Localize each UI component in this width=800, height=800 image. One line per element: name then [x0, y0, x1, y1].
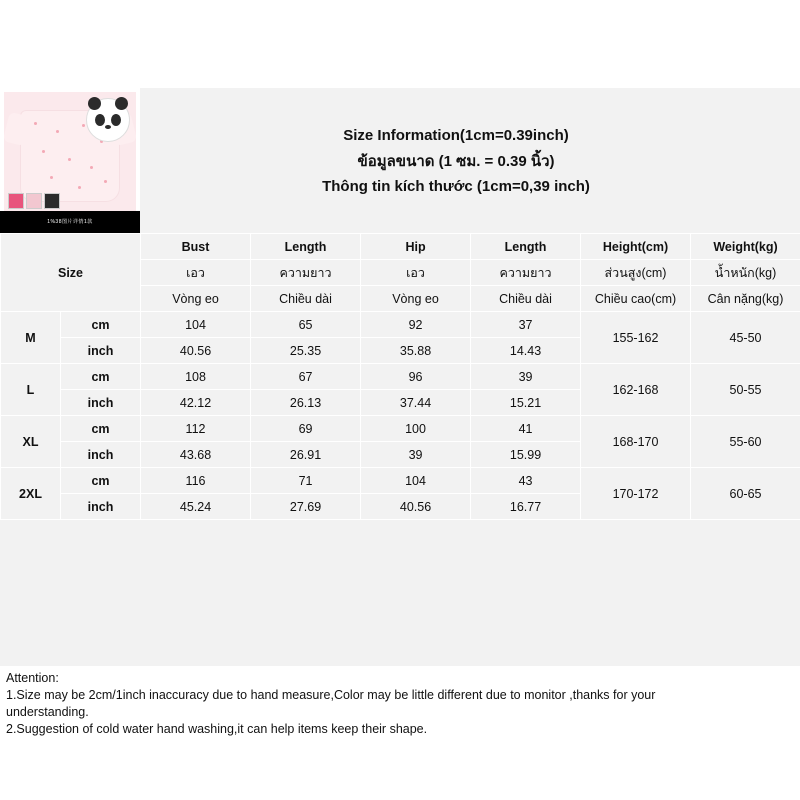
col-header-length1-en: Length — [251, 234, 361, 260]
cell-2xl-cm-bust: 116 — [141, 468, 251, 494]
cell-m-cm-bust: 104 — [141, 312, 251, 338]
cell-l-cm-length2: 39 — [471, 364, 581, 390]
attention-line-1: 1.Size may be 2cm/1inch inaccuracy due to hand measure,Color may be little different due to monitor ,thanks for your — [6, 688, 656, 702]
cell-2xl-inch-length1: 27.69 — [251, 494, 361, 520]
row-unit-cm-2xl: cm — [61, 468, 141, 494]
cell-m-inch-length2: 14.43 — [471, 338, 581, 364]
row-unit-inch-xl: inch — [61, 442, 141, 468]
cell-xl-weight: 55-60 — [691, 416, 800, 468]
cell-2xl-weight: 60-65 — [691, 468, 800, 520]
product-photo — [0, 88, 140, 233]
cell-xl-cm-hip: 100 — [361, 416, 471, 442]
color-swatches — [8, 193, 60, 209]
row-size-label-2xl: 2XL — [1, 468, 61, 520]
cell-m-cm-hip: 92 — [361, 312, 471, 338]
cell-2xl-height: 170-172 — [581, 468, 691, 520]
size-info-title-vi: Thông tin kích thước (1cm=0,39 inch) — [322, 177, 590, 195]
cell-xl-cm-length1: 69 — [251, 416, 361, 442]
title-block — [140, 88, 800, 233]
table-row — [1, 468, 800, 494]
cell-m-height: 155-162 — [581, 312, 691, 364]
row-size-label-l: L — [1, 364, 61, 416]
row-unit-cm-xl: cm — [61, 416, 141, 442]
attention-note — [0, 666, 800, 738]
cell-xl-cm-bust: 112 — [141, 416, 251, 442]
col-header-height-en: Height(cm) — [581, 234, 691, 260]
cell-l-inch-hip: 37.44 — [361, 390, 471, 416]
col-header-weight-th: น้ำหนัก(kg) — [691, 260, 800, 286]
table-row — [1, 364, 800, 390]
row-unit-inch-l: inch — [61, 390, 141, 416]
table-row — [1, 416, 800, 442]
cell-xl-height: 168-170 — [581, 416, 691, 468]
col-header-hip-th: เอว — [361, 260, 471, 286]
col-header-height-th: ส่วนสูง(cm) — [581, 260, 691, 286]
cell-2xl-cm-length1: 71 — [251, 468, 361, 494]
attention-line-2: 2.Suggestion of cold water hand washing,it can help items keep their shape. — [6, 722, 428, 736]
cell-l-inch-bust: 42.12 — [141, 390, 251, 416]
size-info-title-en: Size Information(1cm=0.39inch) — [343, 126, 569, 144]
cell-l-inch-length2: 15.21 — [471, 390, 581, 416]
col-header-length1-vi: Chiều dài — [251, 286, 361, 312]
col-header-bust-vi: Vòng eo — [141, 286, 251, 312]
row-unit-cm-l: cm — [61, 364, 141, 390]
panda-face-icon — [86, 98, 130, 142]
product-photo-image — [4, 92, 136, 211]
table-header-row-en — [1, 234, 800, 260]
row-unit-inch-2xl: inch — [61, 494, 141, 520]
size-info-title-th: ข้อมูลขนาด (1 ซม. = 0.39 นิ้ว) — [357, 152, 555, 170]
cell-m-cm-length2: 37 — [471, 312, 581, 338]
cell-2xl-cm-hip: 104 — [361, 468, 471, 494]
cell-m-inch-length1: 25.35 — [251, 338, 361, 364]
col-header-weight-vi: Cân nặng(kg) — [691, 286, 800, 312]
cell-xl-inch-length2: 15.99 — [471, 442, 581, 468]
col-header-hip-vi: Vòng eo — [361, 286, 471, 312]
cell-xl-cm-length2: 41 — [471, 416, 581, 442]
cell-2xl-inch-hip: 40.56 — [361, 494, 471, 520]
row-unit-inch-m: inch — [61, 338, 141, 364]
size-corner-label: Size — [1, 234, 141, 312]
cell-l-cm-bust: 108 — [141, 364, 251, 390]
cell-m-inch-hip: 35.88 — [361, 338, 471, 364]
cell-m-cm-length1: 65 — [251, 312, 361, 338]
row-size-label-m: M — [1, 312, 61, 364]
cell-2xl-inch-bust: 45.24 — [141, 494, 251, 520]
chart-header — [0, 88, 800, 233]
cell-xl-inch-length1: 26.91 — [251, 442, 361, 468]
cell-l-cm-length1: 67 — [251, 364, 361, 390]
col-header-length2-en: Length — [471, 234, 581, 260]
photo-caption: 1%38图片详情1款 — [0, 211, 140, 233]
cell-l-weight: 50-55 — [691, 364, 800, 416]
col-header-height-vi: Chiều cao(cm) — [581, 286, 691, 312]
col-header-length1-th: ความยาว — [251, 260, 361, 286]
col-header-length2-vi: Chiều dài — [471, 286, 581, 312]
cell-l-height: 162-168 — [581, 364, 691, 416]
row-size-label-xl: XL — [1, 416, 61, 468]
size-table — [0, 233, 800, 520]
attention-line-1-cont: understanding. — [6, 705, 89, 719]
table-row — [1, 312, 800, 338]
cell-m-inch-bust: 40.56 — [141, 338, 251, 364]
cell-2xl-cm-length2: 43 — [471, 468, 581, 494]
col-header-bust-en: Bust — [141, 234, 251, 260]
cell-xl-inch-bust: 43.68 — [141, 442, 251, 468]
size-chart-sheet — [0, 88, 800, 666]
cell-l-inch-length1: 26.13 — [251, 390, 361, 416]
col-header-bust-th: เอว — [141, 260, 251, 286]
row-unit-cm-m: cm — [61, 312, 141, 338]
cell-m-weight: 45-50 — [691, 312, 800, 364]
attention-title: Attention: — [6, 671, 59, 685]
col-header-hip-en: Hip — [361, 234, 471, 260]
cell-2xl-inch-length2: 16.77 — [471, 494, 581, 520]
col-header-length2-th: ความยาว — [471, 260, 581, 286]
col-header-weight-en: Weight(kg) — [691, 234, 800, 260]
cell-xl-inch-hip: 39 — [361, 442, 471, 468]
cell-l-cm-hip: 96 — [361, 364, 471, 390]
